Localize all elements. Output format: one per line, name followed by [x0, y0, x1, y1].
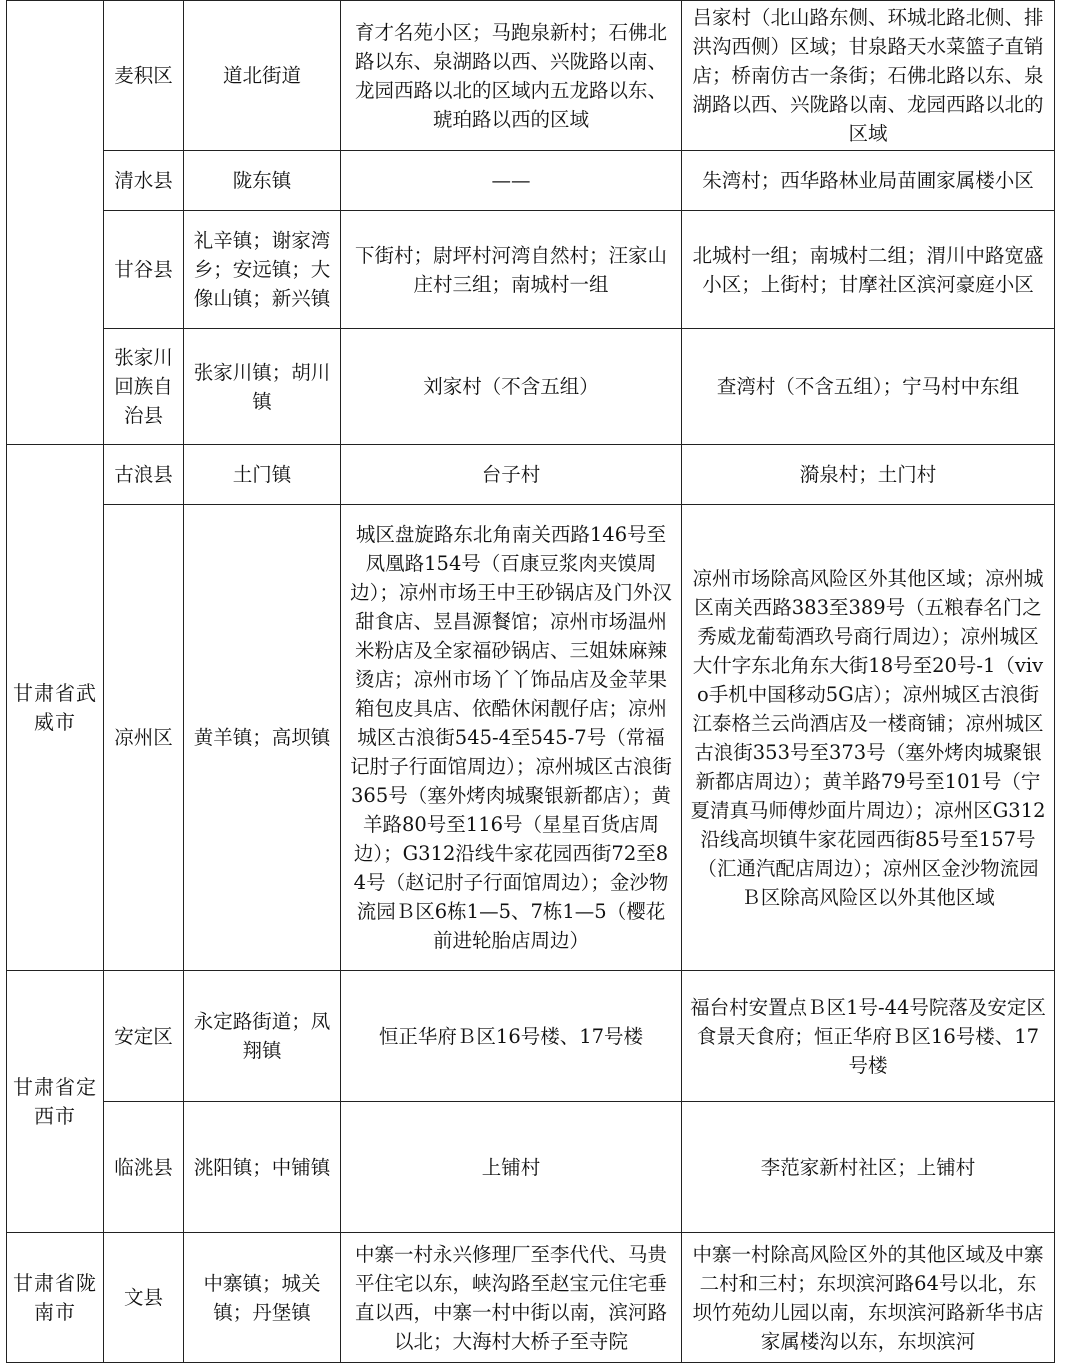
town-cell: 永定路街道；凤翔镇 [184, 971, 341, 1102]
high-risk-cell: 上铺村 [341, 1102, 682, 1233]
high-risk-cell: 城区盘旋路东北角南关西路146号至凤凰路154号（百康豆浆肉夹馍周边）；凉州市场王中王砂锅店及门外汉甜食店、昱昌源餐馆；凉州市场温州米粉店及全家福砂锅店、三姐妹麻辣烫店；凉州市场丫丫饰品店及金苹果箱包皮具店、依酷休闲靓仔店；凉州城区古浪街545-4至545-7号（常福记肘子行面馆周边）；凉州城区古浪街365号（塞外烤肉城聚银新都店）；黄羊路80号至116号（星星百货店周边）；G312沿线牛家花园西街72至84号（赵记肘子行面馆周边）；金沙物流园Ｂ区6栋1—5、7栋1—5（樱花前进轮胎店周边） [341, 505, 682, 971]
county-cell: 文县 [104, 1233, 184, 1363]
table-row [7, 329, 1055, 445]
mid-risk-cell: 福台村安置点Ｂ区1号-44号院落及安定区食景天食府；恒正华府Ｂ区16号楼、17号楼 [682, 971, 1055, 1102]
town-cell: 土门镇 [184, 445, 341, 505]
mid-risk-cell: 凉州市场除高风险区外其他区域；凉州城区南关西路383至389号（五粮春名门之秀威龙葡萄酒玖号商行周边）；凉州城区大什字东北角东大街18号至20号-1（vivo手机中国移动5G店）；凉州城区古浪街江泰格兰云尚酒店及一楼商铺；凉州城区古浪街353号至373号（塞外烤肉城聚银新都店周边）；黄羊路79号至101号（宁夏清真马师傅炒面片周边）；凉州区G312沿线高坝镇牛家花园西街85号至157号（汇通汽配店周边）；凉州区金沙物流园Ｂ区除高风险区以外其他区域 [682, 505, 1055, 971]
high-risk-cell: 下街村；尉坪村河湾自然村；汪家山庄村三组；南城村一组 [341, 211, 682, 329]
county-cell: 甘谷县 [104, 211, 184, 329]
high-risk-cell: 刘家村（不含五组） [341, 329, 682, 445]
town-cell: 陇东镇 [184, 151, 341, 211]
mid-risk-cell: 中寨一村除高风险区外的其他区域及中寨二村和三村；东坝滨河路64号以北，东坝竹苑幼儿园以南，东坝滨河路新华书店家属楼沟以东，东坝滨河 [682, 1233, 1055, 1363]
table-row [7, 971, 1055, 1102]
county-cell: 安定区 [104, 971, 184, 1102]
city-cell [7, 1, 104, 445]
mid-risk-cell: 朱湾村；西华路林业局苗圃家属楼小区 [682, 151, 1055, 211]
high-risk-cell: 中寨一村永兴修理厂至李代代、马贵平住宅以东，峡沟路至赵宝元住宅垂直以西，中寨一村中街以南，滨河路以北；大海村大桥子至寺院 [341, 1233, 682, 1363]
high-risk-cell: 恒正华府Ｂ区16号楼、17号楼 [341, 971, 682, 1102]
table-row [7, 1, 1055, 151]
county-cell: 清水县 [104, 151, 184, 211]
high-risk-cell: 台子村 [341, 445, 682, 505]
town-cell: 张家川镇；胡川镇 [184, 329, 341, 445]
mid-risk-cell: 吕家村（北山路东侧、环城北路北侧、排洪沟西侧）区域；甘泉路天水菜篮子直销店；桥南仿古一条街；石佛北路以东、泉湖路以西、兴陇路以南、龙园西路以北的区域 [682, 1, 1055, 151]
mid-risk-cell: 北城村一组；南城村二组；渭川中路宽盛小区；上街村；甘摩社区滨河豪庭小区 [682, 211, 1055, 329]
county-cell: 凉州区 [104, 505, 184, 971]
county-cell: 临洮县 [104, 1102, 184, 1233]
mid-risk-cell: 查湾村（不含五组）；宁马村中东组 [682, 329, 1055, 445]
town-cell: 礼辛镇；谢家湾乡；安远镇；大像山镇；新兴镇 [184, 211, 341, 329]
table-row [7, 1233, 1055, 1363]
mid-risk-cell: 漪泉村；土门村 [682, 445, 1055, 505]
city-cell: 甘肃省陇南市 [7, 1233, 104, 1363]
city-cell: 甘肃省武威市 [7, 445, 104, 971]
high-risk-cell: —— [341, 151, 682, 211]
city-cell: 甘肃省定西市 [7, 971, 104, 1233]
table-row [7, 211, 1055, 329]
table-row [7, 445, 1055, 505]
town-cell: 黄羊镇；高坝镇 [184, 505, 341, 971]
mid-risk-cell: 李范家新村社区；上铺村 [682, 1102, 1055, 1233]
table-row [7, 505, 1055, 971]
town-cell: 道北街道 [184, 1, 341, 151]
county-cell: 古浪县 [104, 445, 184, 505]
town-cell: 中寨镇；城关镇；丹堡镇 [184, 1233, 341, 1363]
table-row [7, 1102, 1055, 1233]
high-risk-cell: 育才名苑小区；马跑泉新村；石佛北路以东、泉湖路以西、兴陇路以南、龙园西路以北的区域内五龙路以东、琥珀路以西的区域 [341, 1, 682, 151]
county-cell: 麦积区 [104, 1, 184, 151]
table-row [7, 151, 1055, 211]
county-cell: 张家川回族自治县 [104, 329, 184, 445]
town-cell: 洮阳镇；中铺镇 [184, 1102, 341, 1233]
risk-area-table [6, 0, 1055, 1363]
